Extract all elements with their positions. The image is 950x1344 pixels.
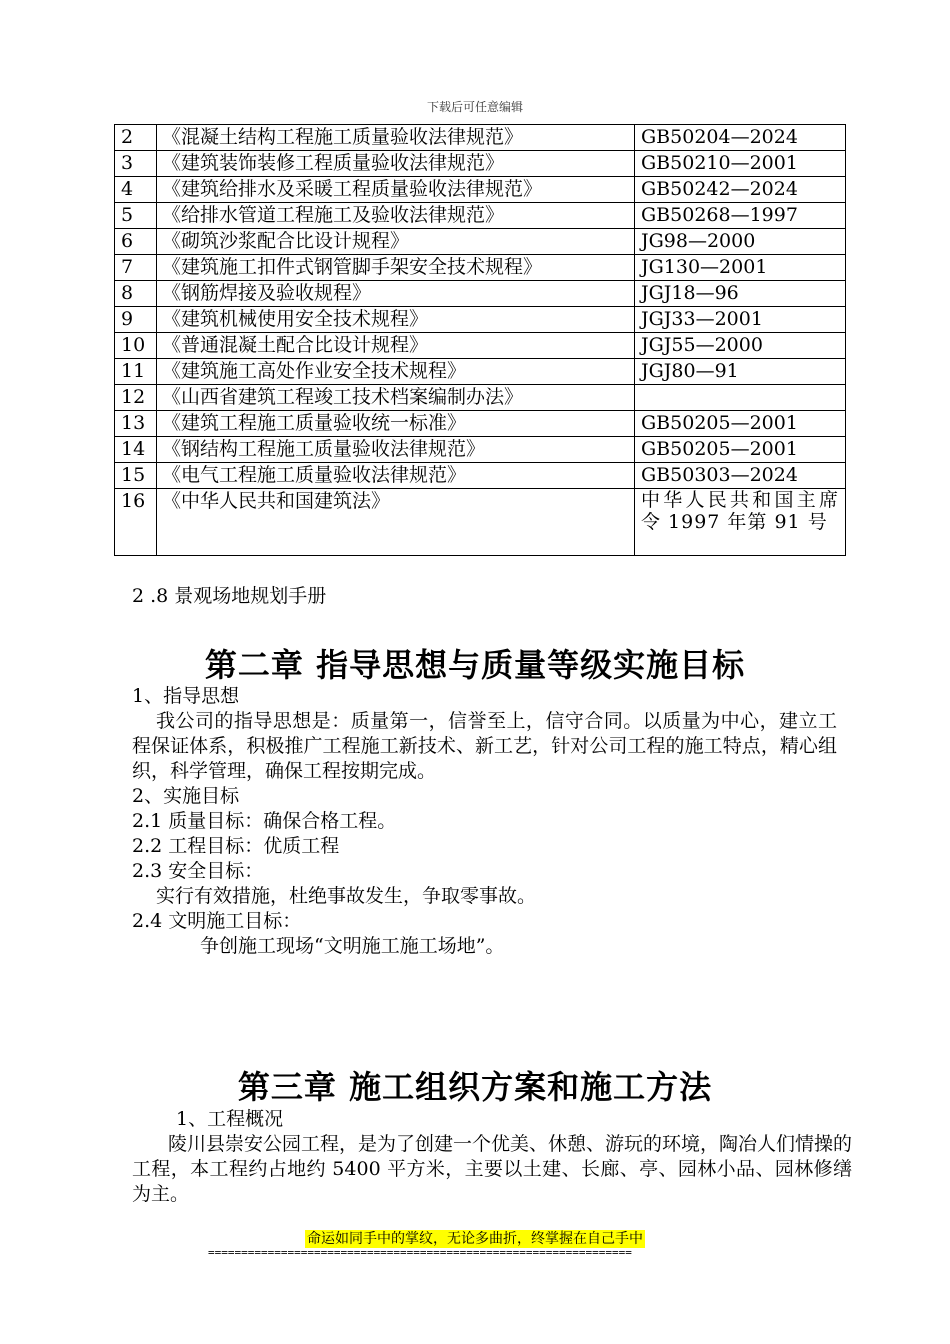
- standard-title: 《中华人民共和国建筑法》: [157, 489, 635, 556]
- standard-title: 《山西省建筑工程竣工技术档案编制办法》: [157, 385, 635, 411]
- standard-title: 《混凝土结构工程施工质量验收法律规范》: [157, 125, 635, 151]
- table-row: [115, 333, 846, 359]
- standard-code: GB50205—2001: [635, 411, 846, 437]
- project-overview-text: 陵川县崇安公园工程，是为了创建一个优美、休憩、游玩的环境，陶冶人们情操的工程，本工程约占地约 5400 平方米，主要以土建、长廊、亭、园林小品、园林修缮为主。: [132, 1133, 853, 1205]
- chapter-2-title: 第二章 指导思想与质量等级实施目标: [204, 646, 746, 684]
- standard-title: 《钢结构工程施工质量验收法律规范》: [157, 437, 635, 463]
- standard-code: GB50303—2024: [635, 463, 846, 489]
- table-row: [115, 229, 846, 255]
- standard-code: JGJ33—2001: [635, 307, 846, 333]
- standard-title: 《给排水管道工程施工及验收法律规范》: [157, 203, 635, 229]
- table-row: [115, 359, 846, 385]
- standard-title: 《建筑工程施工质量验收统一标准》: [157, 411, 635, 437]
- standard-code: GB50205—2001: [635, 437, 846, 463]
- standard-code: [635, 385, 846, 411]
- standard-code: JG130—2001: [635, 255, 846, 281]
- section-project-overview: 1、工程概况: [176, 1108, 284, 1130]
- table-row: [115, 203, 846, 229]
- table-row: [115, 255, 846, 281]
- row-number: 15: [115, 463, 157, 489]
- standard-title: 《建筑装饰装修工程质量验收法律规范》: [157, 151, 635, 177]
- row-number: 16: [115, 489, 157, 556]
- standard-title: 《电气工程施工质量验收法律规范》: [157, 463, 635, 489]
- goal-safety: 2.3 安全目标：: [132, 860, 264, 882]
- chapter-2-body: [132, 684, 837, 959]
- standard-title: 《普通混凝土配合比设计规程》: [157, 333, 635, 359]
- standard-title: 《砌筑沙浆配合比设计规程》: [157, 229, 635, 255]
- section-goals: 2、实施目标: [132, 785, 240, 807]
- standard-title: 《建筑施工扣件式钢管脚手架安全技术规程》: [157, 255, 635, 281]
- standard-title: 《钢筋焊接及验收规程》: [157, 281, 635, 307]
- table-row: [115, 177, 846, 203]
- row-number: 10: [115, 333, 157, 359]
- page-header-note: 下载后可任意编辑: [426, 100, 523, 114]
- row-number: 6: [115, 229, 157, 255]
- table-row: [115, 385, 846, 411]
- footer-motto: 命运如同手中的掌纹，无论多曲折，终掌握在自己手中: [307, 1231, 643, 1247]
- table-row: [115, 463, 846, 489]
- row-number: 2: [115, 125, 157, 151]
- standard-code: JGJ80—91: [635, 359, 846, 385]
- row-number: 5: [115, 203, 157, 229]
- section-guiding-ideology: 1、指导思想: [132, 685, 240, 707]
- row-number: 7: [115, 255, 157, 281]
- standard-title: 《建筑施工高处作业安全技术规程》: [157, 359, 635, 385]
- row-number: 11: [115, 359, 157, 385]
- item-2-8: 2 .8 景观场地规划手册: [132, 585, 327, 607]
- standard-code: GB50268—1997: [635, 203, 846, 229]
- goal-civilized-text: 争创施工现场“文明施工施工场地”。: [200, 935, 505, 957]
- goal-project: 2.2 工程目标：优质工程: [132, 835, 340, 857]
- standard-code: GB50210—2001: [635, 151, 846, 177]
- row-number: 12: [115, 385, 157, 411]
- table-row: [115, 489, 846, 556]
- goal-quality: 2.1 质量目标：确保合格工程。: [132, 810, 397, 832]
- row-number: 8: [115, 281, 157, 307]
- table-row: [115, 125, 846, 151]
- row-number: 14: [115, 437, 157, 463]
- standard-title: 《建筑给排水及采暖工程质量验收法律规范》: [157, 177, 635, 203]
- table-row: [115, 437, 846, 463]
- standard-title: 《建筑机械使用安全技术规程》: [157, 307, 635, 333]
- standard-code: GB50204—2024: [635, 125, 846, 151]
- standard-code: GB50242—2024: [635, 177, 846, 203]
- table-row: [115, 411, 846, 437]
- row-number: 4: [115, 177, 157, 203]
- standards-table: [114, 124, 846, 556]
- table-row: [115, 307, 846, 333]
- row-number: 13: [115, 411, 157, 437]
- standard-code: JGJ18—96: [635, 281, 846, 307]
- footer-divider: ================================================================: [208, 1246, 632, 1259]
- standard-code: JGJ55—2000: [635, 333, 846, 359]
- guiding-ideology-text: 我公司的指导思想是：质量第一，信誉至上，信守合同。以质量为中心，建立工程保证体系，积极推广工程施工新技术、新工艺，针对公司工程的施工特点，精心组织，科学管理，确保工程按期完成。: [132, 710, 837, 782]
- table-row: [115, 281, 846, 307]
- standard-code: JG98—2000: [635, 229, 846, 255]
- goal-civilized: 2.4 文明施工目标：: [132, 910, 302, 932]
- row-number: 3: [115, 151, 157, 177]
- chapter-3-title: 第三章 施工组织方案和施工方法: [237, 1068, 713, 1106]
- chapter-3-body: [132, 1107, 852, 1207]
- standard-code: 中华人民共和国主席令 1997 年第 91 号: [635, 489, 846, 556]
- table-row: [115, 151, 846, 177]
- row-number: 9: [115, 307, 157, 333]
- goal-safety-text: 实行有效措施，杜绝事故发生，争取零事故。: [156, 885, 537, 907]
- footer-motto-wrap: [0, 1228, 950, 1248]
